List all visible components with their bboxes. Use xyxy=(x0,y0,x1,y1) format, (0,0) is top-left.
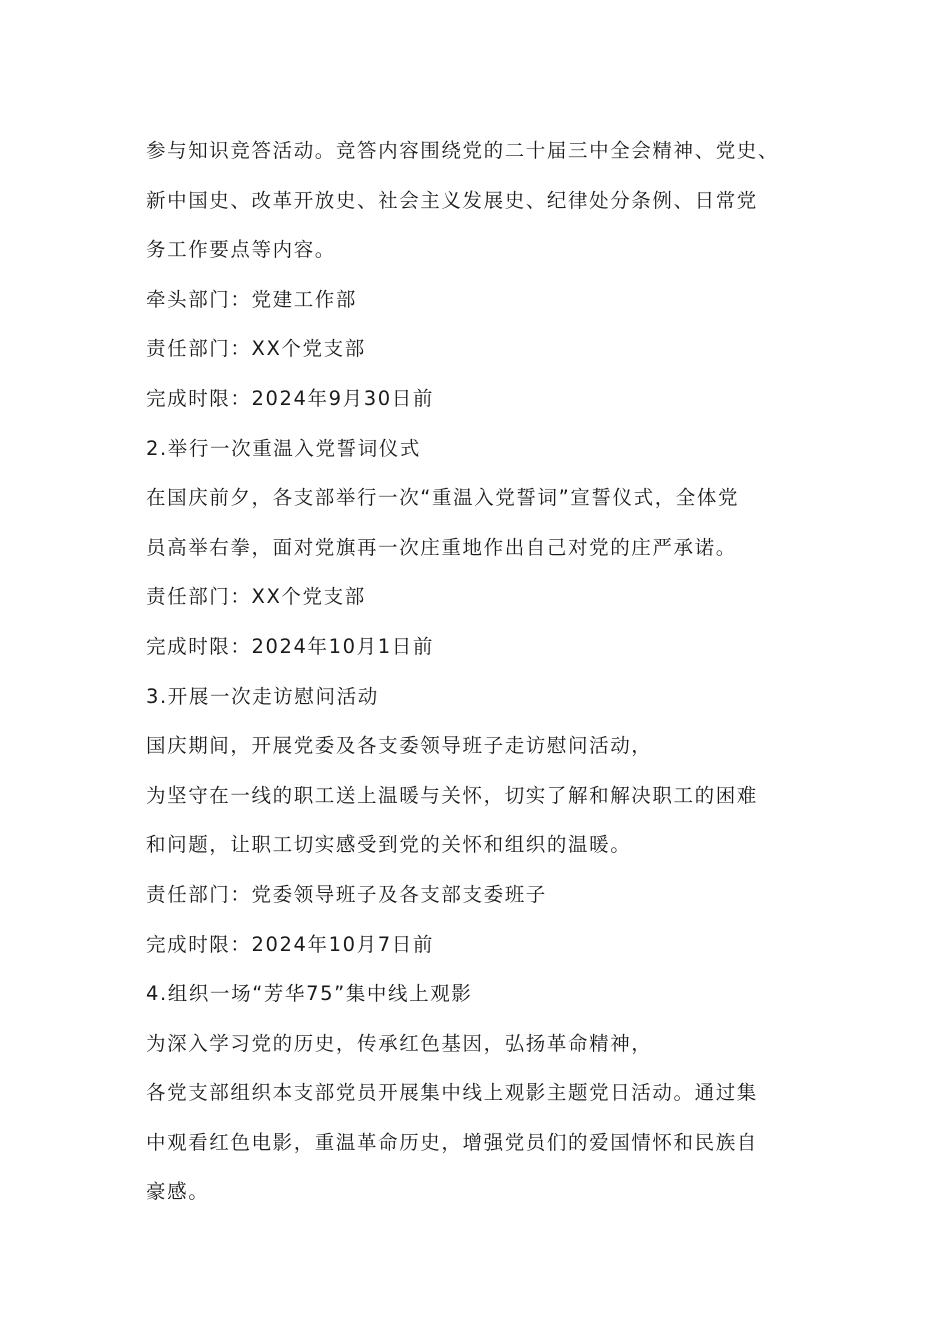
deadline-line: 完成时限：2024年10月7日前 xyxy=(146,932,434,956)
responsible-department-line: 责任部门：党委领导班子及各支部支委班子 xyxy=(146,882,547,906)
deadline-line: 完成时限：2024年10月1日前 xyxy=(146,634,434,658)
paragraph-line: 在国庆前夕，各支部举行一次“重温入党誓词”宣誓仪式，全体党 xyxy=(146,486,740,510)
paragraph-line: 务工作要点等内容。 xyxy=(146,238,336,262)
section-heading: 2.举行一次重温入党誓词仪式 xyxy=(146,436,422,460)
paragraph-line: 员高举右拳，面对党旗再一次庄重地作出自己对党的庄严承诺。 xyxy=(146,535,737,559)
paragraph-line: 和问题，让职工切实感受到党的关怀和组织的温暖。 xyxy=(146,833,632,857)
paragraph-line: 新中国史、改革开放史、社会主义发展史、纪律处分条例、日常党 xyxy=(146,188,758,212)
paragraph-line: 国庆期间，开展党委及各支委领导班子走访慰问活动， xyxy=(146,734,653,758)
responsible-department-line: 责任部门：XX个党支部 xyxy=(146,337,366,361)
paragraph-line: 为坚守在一线的职工送上温暖与关怀，切实了解和解决职工的困难 xyxy=(146,783,758,807)
deadline-line: 完成时限：2024年9月30日前 xyxy=(146,386,434,410)
paragraph-line: 中观看红色电影，重温革命历史，增强党员们的爱国情怀和民族自 xyxy=(146,1130,758,1154)
responsible-department-line: 责任部门：XX个党支部 xyxy=(146,585,366,609)
lead-department-line: 牵头部门：党建工作部 xyxy=(146,287,358,311)
section-heading: 4.组织一场“芳华75”集中线上观影 xyxy=(146,982,473,1006)
paragraph-line: 参与知识竞答活动。竞答内容围绕党的二十届三中全会精神、党史、 xyxy=(146,139,780,162)
section-heading: 3.开展一次走访慰问活动 xyxy=(146,684,379,708)
document-body xyxy=(146,126,826,1217)
paragraph-line: 为深入学习党的历史，传承红色基因，弘扬革命精神， xyxy=(146,1031,653,1055)
paragraph-line: 豪感。 xyxy=(146,1180,210,1204)
paragraph-line: 各党支部组织本支部党员开展集中线上观影主题党日活动。通过集 xyxy=(146,1081,758,1105)
